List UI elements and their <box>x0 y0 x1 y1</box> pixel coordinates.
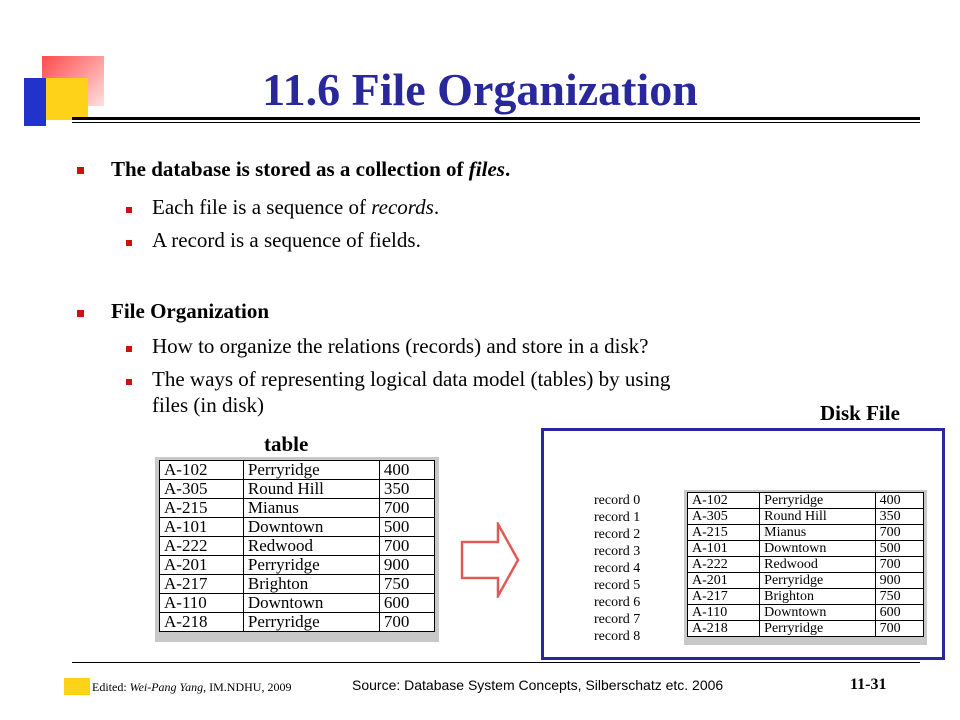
balance-cell: 750 <box>379 575 434 594</box>
branch-name-cell: Mianus <box>243 499 379 518</box>
account-number-cell: A-222 <box>160 537 244 556</box>
branch-name-cell: Perryridge <box>760 621 875 637</box>
balance-cell: 700 <box>379 613 434 632</box>
branch-name-cell: Redwood <box>760 557 875 573</box>
balance-cell: 900 <box>875 573 923 589</box>
source-credit: Source: Database System Concepts, Silberschatz etc. 2006 <box>352 677 724 693</box>
bullet-square-icon <box>126 207 132 213</box>
relation-table <box>159 460 435 632</box>
table-label: table <box>264 432 309 456</box>
table-row <box>688 557 924 573</box>
branch-name-cell: Perryridge <box>760 573 875 589</box>
bullet-1-text-end: . <box>504 157 511 181</box>
table-row <box>160 575 435 594</box>
bullet-square-icon <box>126 346 132 352</box>
disk-table <box>687 492 924 637</box>
branch-name-cell: Downtown <box>760 605 875 621</box>
account-number-cell: A-217 <box>160 575 244 594</box>
relation-table-frame <box>155 457 439 642</box>
record-label: record 1 <box>594 510 641 525</box>
balance-cell: 600 <box>379 594 434 613</box>
account-number-cell: A-201 <box>160 556 244 575</box>
table-row <box>160 480 435 499</box>
bullet-2-2-text-line1: The ways of representing logical data model (tables) by using <box>152 367 671 391</box>
bullet-square-icon <box>77 310 84 317</box>
balance-cell: 700 <box>875 525 923 541</box>
branch-name-cell: Downtown <box>760 541 875 557</box>
account-number-cell: A-305 <box>160 480 244 499</box>
account-number-cell: A-110 <box>160 594 244 613</box>
record-label: record 3 <box>594 544 641 559</box>
record-label: record 2 <box>594 527 641 542</box>
logo-square-blue <box>24 78 46 126</box>
table-row <box>688 589 924 605</box>
account-number-cell: A-201 <box>688 573 760 589</box>
edited-credit <box>92 680 291 695</box>
bullet-1-emph: files <box>468 157 505 181</box>
page-number: 11-31 <box>850 676 887 693</box>
edited-suffix: , IM.NDHU, 2009 <box>203 680 292 694</box>
footer-rule <box>72 662 920 663</box>
branch-name-cell: Perryridge <box>243 613 379 632</box>
balance-cell: 600 <box>875 605 923 621</box>
balance-cell: 700 <box>379 499 434 518</box>
account-number-cell: A-305 <box>688 509 760 525</box>
bullet-square-icon <box>77 167 84 174</box>
account-number-cell: A-110 <box>688 605 760 621</box>
table-row <box>160 594 435 613</box>
bullet-1-text <box>111 156 510 182</box>
bullet-1-1-text-start: Each file is a sequence of <box>152 195 372 219</box>
account-number-cell: A-218 <box>688 621 760 637</box>
record-labels <box>594 492 674 645</box>
account-number-cell: A-215 <box>160 499 244 518</box>
disk-file-label: Disk File <box>820 401 900 425</box>
title-rule-thick <box>72 117 920 120</box>
balance-cell: 750 <box>875 589 923 605</box>
balance-cell: 500 <box>379 518 434 537</box>
account-number-cell: A-215 <box>688 525 760 541</box>
branch-name-cell: Brighton <box>243 575 379 594</box>
account-number-cell: A-101 <box>160 518 244 537</box>
branch-name-cell: Perryridge <box>243 556 379 575</box>
balance-cell: 400 <box>875 493 923 509</box>
table-row <box>688 605 924 621</box>
account-number-cell: A-101 <box>688 541 760 557</box>
balance-cell: 700 <box>875 557 923 573</box>
table-row <box>160 613 435 632</box>
right-arrow-outline-icon <box>460 522 520 598</box>
account-number-cell: A-217 <box>688 589 760 605</box>
branch-name-cell: Downtown <box>243 518 379 537</box>
table-row <box>688 493 924 509</box>
record-label: record 8 <box>594 629 641 644</box>
account-number-cell: A-102 <box>160 461 244 480</box>
bullet-square-icon <box>126 240 132 246</box>
table-row <box>160 518 435 537</box>
balance-cell: 500 <box>875 541 923 557</box>
bullet-1-1-emph: records <box>371 195 434 219</box>
balance-cell: 700 <box>875 621 923 637</box>
account-number-cell: A-218 <box>160 613 244 632</box>
logo-square-yellow <box>42 78 88 120</box>
title-rule-thin <box>72 122 920 123</box>
table-row <box>688 525 924 541</box>
bullet-1-2-text: A record is a sequence of fields. <box>152 228 421 252</box>
table-row <box>160 537 435 556</box>
record-label: record 6 <box>594 595 641 610</box>
edited-prefix: Edited: <box>92 680 130 694</box>
table-row <box>688 573 924 589</box>
table-row <box>160 556 435 575</box>
bullet-1-1-text <box>152 194 439 220</box>
record-label: record 4 <box>594 561 641 576</box>
balance-cell: 350 <box>875 509 923 525</box>
edited-name: Wei-Pang Yang <box>129 680 204 694</box>
branch-name-cell: Brighton <box>760 589 875 605</box>
bullet-2-2-text-line2: files (in disk) <box>152 393 264 417</box>
branch-name-cell: Round Hill <box>243 480 379 499</box>
table-row <box>688 509 924 525</box>
table-row <box>160 499 435 518</box>
balance-cell: 900 <box>379 556 434 575</box>
account-number-cell: A-222 <box>688 557 760 573</box>
balance-cell: 350 <box>379 480 434 499</box>
table-row <box>160 461 435 480</box>
disk-table-frame <box>684 490 927 645</box>
bullet-square-icon <box>126 379 132 385</box>
record-label: record 0 <box>594 493 641 508</box>
record-label: record 7 <box>594 612 641 627</box>
slide-title: 11.6 File Organization <box>262 64 698 115</box>
record-label: record 5 <box>594 578 641 593</box>
table-row <box>688 621 924 637</box>
branch-name-cell: Perryridge <box>760 493 875 509</box>
account-number-cell: A-102 <box>688 493 760 509</box>
bullet-1-1-text-end: . <box>433 195 440 219</box>
balance-cell: 400 <box>379 461 434 480</box>
branch-name-cell: Round Hill <box>760 509 875 525</box>
balance-cell: 700 <box>379 537 434 556</box>
branch-name-cell: Mianus <box>760 525 875 541</box>
bullet-2-1-text: How to organize the relations (records) and store in a disk? <box>152 334 649 358</box>
bullet-1-text-start: The database is stored as a collection of <box>111 157 469 181</box>
branch-name-cell: Downtown <box>243 594 379 613</box>
branch-name-cell: Perryridge <box>243 461 379 480</box>
branch-name-cell: Redwood <box>243 537 379 556</box>
bullet-2-text: File Organization <box>111 299 270 323</box>
footer-square-yellow <box>64 678 90 695</box>
table-row <box>688 541 924 557</box>
